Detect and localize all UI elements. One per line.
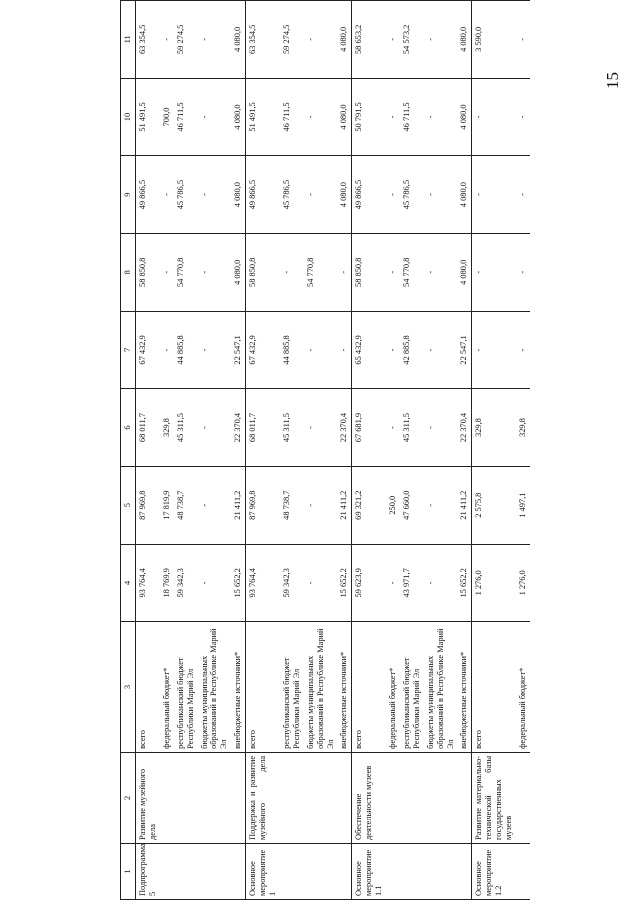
value-cell: 21 411,2 [457, 466, 471, 544]
value-cell: 51 491,5 [246, 78, 280, 156]
table-row [198, 1, 232, 900]
value-cell: 46 711,5 [280, 78, 304, 156]
value-cell: 329,8 [472, 389, 516, 467]
budget-table [120, 0, 530, 900]
table-row [337, 1, 351, 900]
value-cell: - [424, 544, 458, 622]
program-name-cell: Поддержка и развитие музейного дела [246, 752, 280, 843]
value-cell: - [386, 389, 400, 467]
funding-source-cell: федеральный бюджет* [386, 622, 400, 753]
value-cell: 21 411,2 [337, 466, 351, 544]
program-code-cell [400, 843, 424, 899]
value-cell: 4 080,0 [231, 156, 245, 234]
value-cell: 17 819,9 [160, 466, 174, 544]
table-header [121, 1, 136, 900]
value-cell: 54 770,8 [174, 233, 198, 311]
program-name-cell [280, 752, 304, 843]
program-code-cell: Основное мероприятие 1.2 [472, 843, 516, 899]
value-cell: - [304, 311, 338, 389]
value-cell: 1 497,1 [516, 466, 530, 544]
value-cell: 59 623,9 [352, 544, 386, 622]
program-code-cell [424, 843, 458, 899]
program-code-cell [337, 843, 351, 899]
column-header: 6 [121, 389, 136, 467]
page-number: 15 [603, 72, 622, 89]
value-cell: - [280, 233, 304, 311]
program-name-cell: Развитие материально-технической базы государственных музеев [472, 752, 516, 843]
value-cell: - [386, 233, 400, 311]
value-cell: 93 764,4 [246, 544, 280, 622]
value-cell: - [516, 156, 530, 234]
value-cell: 2 575,8 [472, 466, 516, 544]
value-cell: - [386, 311, 400, 389]
value-cell: - [516, 78, 530, 156]
value-cell: 18 769,9 [160, 544, 174, 622]
column-header: 8 [121, 233, 136, 311]
value-cell: 59 274,5 [280, 1, 304, 79]
table-row [304, 1, 338, 900]
table-row [136, 1, 160, 900]
program-code-cell: Подпрограмма 5 [136, 843, 160, 899]
value-cell: 49 866,5 [246, 156, 280, 234]
value-cell: 4 080,0 [457, 1, 471, 79]
column-header: 4 [121, 544, 136, 622]
program-name-cell [304, 752, 338, 843]
value-cell: - [198, 466, 232, 544]
value-cell: 4 080,0 [457, 156, 471, 234]
value-cell: - [472, 156, 516, 234]
value-cell: - [516, 1, 530, 79]
program-code-cell [304, 843, 338, 899]
value-cell: 329,8 [160, 389, 174, 467]
table-row [160, 1, 174, 900]
column-header: 11 [121, 1, 136, 79]
program-name-cell: Развитие музейного дела [136, 752, 160, 843]
column-header: 2 [121, 752, 136, 843]
funding-source-cell: всего [472, 622, 516, 753]
value-cell: 22 370,4 [337, 389, 351, 467]
value-cell: 15 652,2 [231, 544, 245, 622]
value-cell: 22 370,4 [231, 389, 245, 467]
value-cell: 59 342,3 [280, 544, 304, 622]
table-row [280, 1, 304, 900]
value-cell: 87 969,8 [246, 466, 280, 544]
value-cell: 4 080,0 [457, 233, 471, 311]
value-cell: - [198, 1, 232, 79]
program-name-cell [160, 752, 174, 843]
value-cell: 63 354,5 [136, 1, 160, 79]
funding-source-cell: внебюджетные источники* [231, 622, 245, 753]
value-cell: 49 866,5 [352, 156, 386, 234]
value-cell: 67 681,9 [352, 389, 386, 467]
program-code-cell [231, 843, 245, 899]
value-cell: - [304, 78, 338, 156]
funding-source-cell: всего [246, 622, 280, 753]
program-name-cell [198, 752, 232, 843]
value-cell: 329,8 [516, 389, 530, 467]
table-row [246, 1, 280, 900]
value-cell: 43 971,7 [400, 544, 424, 622]
value-cell: 49 866,5 [136, 156, 160, 234]
program-code-cell [160, 843, 174, 899]
rotated-table-area [120, 0, 640, 900]
value-cell: - [472, 78, 516, 156]
program-code-cell: Основное мероприятие 1.1 [352, 843, 386, 899]
value-cell: - [337, 311, 351, 389]
value-cell: 22 547,1 [457, 311, 471, 389]
value-cell: 65 432,9 [352, 311, 386, 389]
value-cell: - [424, 233, 458, 311]
value-cell: 45 311,5 [174, 389, 198, 467]
funding-source-cell: внебюджетные источники* [457, 622, 471, 753]
value-cell: 46 711,5 [400, 78, 424, 156]
table-body [136, 1, 530, 900]
value-cell: 1 276,0 [516, 544, 530, 622]
value-cell: 22 547,1 [231, 311, 245, 389]
value-cell: - [160, 233, 174, 311]
value-cell: - [516, 311, 530, 389]
value-cell: 250,0 [386, 466, 400, 544]
value-cell: - [424, 1, 458, 79]
value-cell: 46 711,5 [174, 78, 198, 156]
value-cell: - [424, 311, 458, 389]
value-cell: - [424, 389, 458, 467]
funding-source-cell: внебюджетные источники* [337, 622, 351, 753]
funding-source-cell: бюджеты муниципальных образований в Республике Марий Эл [424, 622, 458, 753]
table-row [457, 1, 471, 900]
value-cell: - [304, 466, 338, 544]
value-cell: 47 660,0 [400, 466, 424, 544]
value-cell: - [386, 78, 400, 156]
column-header: 5 [121, 466, 136, 544]
program-name-cell [337, 752, 351, 843]
value-cell: 68 011,7 [246, 389, 280, 467]
value-cell: 45 786,5 [280, 156, 304, 234]
value-cell: - [198, 156, 232, 234]
funding-source-cell: бюджеты муниципальных образований в Республике Марий Эл [304, 622, 338, 753]
column-header: 7 [121, 311, 136, 389]
value-cell: 68 011,7 [136, 389, 160, 467]
column-header: 9 [121, 156, 136, 234]
table-row [352, 1, 386, 900]
value-cell: 93 764,4 [136, 544, 160, 622]
value-cell: - [198, 544, 232, 622]
table-row [472, 1, 516, 900]
value-cell: - [386, 544, 400, 622]
value-cell: - [337, 233, 351, 311]
program-name-cell [516, 752, 530, 843]
table-row [516, 1, 530, 900]
program-code-cell: Основное мероприятие 1 [246, 843, 280, 899]
table-row [424, 1, 458, 900]
value-cell: 4 080,0 [337, 78, 351, 156]
value-cell: 58 850,8 [136, 233, 160, 311]
value-cell: 45 786,5 [400, 156, 424, 234]
value-cell: 69 321,2 [352, 466, 386, 544]
funding-source-cell: бюджеты муниципальных образований в Республике Марий Эл [198, 622, 232, 753]
value-cell: 67 432,9 [136, 311, 160, 389]
value-cell: - [424, 78, 458, 156]
value-cell: 4 080,0 [337, 156, 351, 234]
value-cell: 87 969,8 [136, 466, 160, 544]
value-cell: 45 786,5 [174, 156, 198, 234]
value-cell: 44 885,8 [174, 311, 198, 389]
funding-source-cell: всего [136, 622, 160, 753]
value-cell: - [304, 156, 338, 234]
value-cell: 54 770,8 [400, 233, 424, 311]
value-cell: - [386, 1, 400, 79]
value-cell: - [304, 1, 338, 79]
program-name-cell [400, 752, 424, 843]
value-cell: 4 080,0 [231, 233, 245, 311]
funding-source-cell: федеральный бюджет* [516, 622, 530, 753]
value-cell: 54 770,8 [304, 233, 338, 311]
value-cell: - [198, 389, 232, 467]
value-cell: - [160, 1, 174, 79]
value-cell: 44 885,8 [280, 311, 304, 389]
value-cell: - [304, 544, 338, 622]
program-name-cell [386, 752, 400, 843]
program-name-cell: Обеспечение деятельности музеев [352, 752, 386, 843]
table-row [231, 1, 245, 900]
value-cell: 4 080,0 [231, 1, 245, 79]
value-cell: - [472, 311, 516, 389]
value-cell: 4 080,0 [231, 78, 245, 156]
value-cell: 4 080,0 [457, 78, 471, 156]
value-cell: 58 850,8 [246, 233, 280, 311]
program-name-cell [457, 752, 471, 843]
funding-source-cell: всего [352, 622, 386, 753]
value-cell: - [198, 78, 232, 156]
value-cell: 45 311,5 [280, 389, 304, 467]
column-header: 3 [121, 622, 136, 753]
column-header: 10 [121, 78, 136, 156]
value-cell: - [304, 389, 338, 467]
program-name-cell [174, 752, 198, 843]
value-cell: 50 791,5 [352, 78, 386, 156]
value-cell: - [160, 156, 174, 234]
value-cell: 3 590,0 [472, 1, 516, 79]
value-cell: 59 342,3 [174, 544, 198, 622]
value-cell: 51 491,5 [136, 78, 160, 156]
value-cell: 21 411,2 [231, 466, 245, 544]
value-cell: - [516, 233, 530, 311]
program-code-cell [198, 843, 232, 899]
value-cell: 58 653,2 [352, 1, 386, 79]
value-cell: - [160, 311, 174, 389]
value-cell: 48 738,7 [174, 466, 198, 544]
program-name-cell [231, 752, 245, 843]
program-code-cell [174, 843, 198, 899]
value-cell: 15 652,2 [457, 544, 471, 622]
value-cell: - [198, 311, 232, 389]
value-cell: 45 311,5 [400, 389, 424, 467]
value-cell: 700,0 [160, 78, 174, 156]
funding-source-cell: республиканский бюджет Республики Марий Эл [400, 622, 424, 753]
value-cell: 63 354,5 [246, 1, 280, 79]
value-cell: - [386, 156, 400, 234]
column-header: 1 [121, 843, 136, 899]
value-cell: - [472, 233, 516, 311]
value-cell: 58 850,8 [352, 233, 386, 311]
funding-source-cell: федеральный бюджет* [160, 622, 174, 753]
value-cell: 42 885,8 [400, 311, 424, 389]
table-row [174, 1, 198, 900]
program-code-cell [516, 843, 530, 899]
value-cell: 59 274,5 [174, 1, 198, 79]
program-name-cell [424, 752, 458, 843]
funding-source-cell: республиканский бюджет Республики Марий Эл [174, 622, 198, 753]
value-cell: - [198, 233, 232, 311]
value-cell: 67 432,9 [246, 311, 280, 389]
value-cell: 48 738,7 [280, 466, 304, 544]
value-cell: 15 652,2 [337, 544, 351, 622]
value-cell: 22 370,4 [457, 389, 471, 467]
value-cell: - [424, 466, 458, 544]
value-cell: - [424, 156, 458, 234]
value-cell: 4 080,0 [337, 1, 351, 79]
table-row [400, 1, 424, 900]
program-code-cell [457, 843, 471, 899]
program-code-cell [386, 843, 400, 899]
program-code-cell [280, 843, 304, 899]
table-row [386, 1, 400, 900]
value-cell: 1 276,0 [472, 544, 516, 622]
value-cell: 54 573,2 [400, 1, 424, 79]
funding-source-cell: республиканский бюджет Республики Марий Эл [280, 622, 304, 753]
